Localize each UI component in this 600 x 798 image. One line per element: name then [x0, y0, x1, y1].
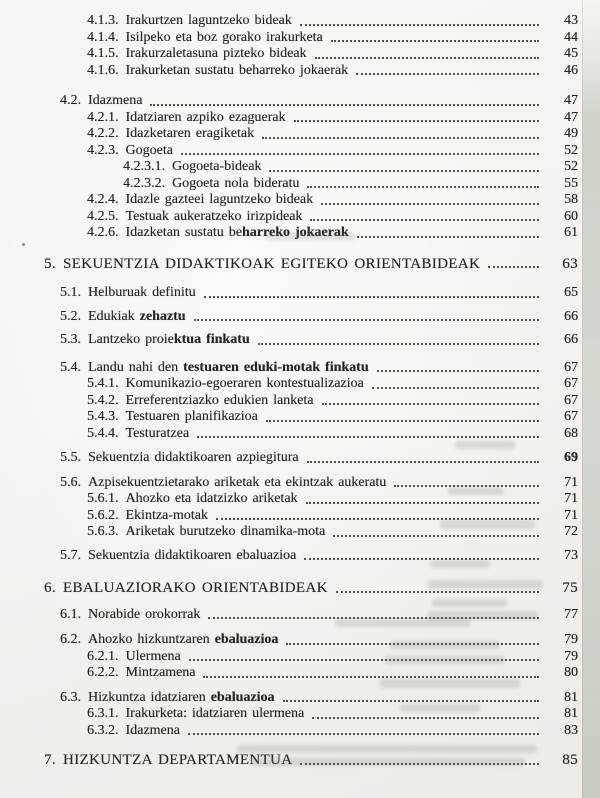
dot-leader	[299, 176, 542, 193]
toc-entry-page: 79	[564, 632, 578, 647]
dot-leader	[313, 192, 542, 209]
toc-entry-title: SEKUENTZIA DIDAKTIKOAK EGITEKO ORIENTABIDEAK	[62, 255, 481, 272]
dot-leader	[258, 409, 542, 426]
toc-entry-page: 81	[564, 689, 578, 705]
toc-entry-page: 46	[564, 62, 578, 78]
toc-entry-number: 5.2.	[60, 308, 81, 324]
toc-entry-title: Irakurzaletasuna pizteko bideak	[125, 46, 307, 61]
bleedthrough-smudge	[390, 641, 500, 649]
toc-entry-title: EBALUAZIORAKO ORIENTABIDEAK	[62, 580, 328, 596]
dot-leader	[369, 360, 542, 377]
toc-entry-title: Gogoeta	[125, 142, 173, 158]
toc-entry-number: 5.4.	[60, 359, 81, 375]
bleedthrough-smudge	[400, 704, 480, 712]
toc-entry-number: 4.2.3.1.	[123, 159, 165, 174]
toc-entry-title: Testuaren planifikazioa	[125, 409, 258, 424]
toc-entry-title: Idatziaren azpiko ezaguerak	[125, 109, 286, 125]
toc-entry-page: 45	[564, 46, 578, 61]
bleedthrough-smudge	[432, 599, 507, 607]
toc-entry	[0, 30, 578, 47]
bleedthrough-smudge	[440, 520, 535, 529]
toc-entry-title: Idazketan sustatu beharreko jokaerak	[125, 225, 349, 240]
toc-entry	[0, 143, 578, 160]
toc-entry	[0, 192, 578, 209]
toc-entry	[0, 159, 578, 176]
dot-leader	[142, 93, 542, 110]
toc-entry-title: Helburuak definitu	[88, 285, 196, 300]
toc-entry-number: 6.3.	[60, 689, 81, 705]
toc-entry-title: Azpisekuentzietarako ariketak eta ekintzak aukeratu	[88, 474, 387, 490]
toc-entry	[0, 46, 578, 63]
toc-entry-number: 5.3.	[60, 332, 81, 347]
toc-entry-title: Isilpeko eta boz gorako irakurketa	[125, 29, 323, 45]
toc-entry-number: 4.2.6.	[87, 225, 119, 240]
bleedthrough-smudge	[265, 233, 355, 240]
toc-entry-number: 4.2.3.	[87, 142, 119, 158]
dot-leader	[286, 110, 542, 127]
toc-entry-number: 5.6.2.	[87, 507, 119, 523]
bleedthrough-smudge	[430, 560, 490, 568]
dot-leader	[348, 63, 542, 80]
dot-leader	[314, 393, 542, 410]
toc-entry-number: 4.2.2.	[87, 126, 119, 141]
toc-entry-page: 67	[564, 359, 578, 375]
toc-entry-number: 5.7.	[60, 547, 81, 563]
toc-entry-title: Landu nahi den testuaren eduki-motak finkatu	[88, 359, 369, 375]
toc-entry-page: 43	[564, 13, 578, 28]
toc-entry-number: 5.6.1.	[87, 491, 119, 506]
toc-entry-page: 85	[562, 752, 578, 768]
toc-entry-page: 79	[564, 648, 578, 664]
toc-entry	[0, 360, 578, 377]
toc-entry-page: 60	[564, 208, 578, 224]
toc-entry-number: 4.2.3.2.	[123, 175, 165, 191]
bleedthrough-smudge	[250, 758, 525, 766]
toc-entry-number: 6.3.1.	[87, 706, 119, 721]
toc-entry-page: 44	[564, 29, 578, 45]
toc-entry-title: Testuratzea	[125, 425, 190, 441]
toc-entry-page: 72	[564, 524, 578, 539]
toc-entry-title: Hizkuntza idatziaren ebaluazioa	[88, 689, 275, 705]
page-edge-shadow	[582, 0, 600, 798]
dot-leader	[307, 46, 542, 63]
dot-leader	[196, 285, 542, 302]
toc-entry-page: 66	[564, 332, 578, 347]
toc-entry-number: 5.4.2.	[87, 392, 119, 408]
toc-entry-title: Norabide orokorrak	[88, 606, 201, 622]
toc-entry-number: 4.2.	[60, 93, 81, 108]
toc-entry-number: 4.2.5.	[87, 208, 119, 224]
toc-entry-title: Irakurtzen laguntzeko bideak	[125, 13, 292, 28]
toc-entry-title: Edukiak zehaztu	[88, 308, 186, 324]
toc-entry-title: HIZKUNTZA DEPARTAMENTUA	[62, 752, 293, 768]
toc-entry-page: 77	[564, 606, 578, 622]
toc-entry-page: 80	[564, 665, 578, 680]
bleedthrough-smudge	[448, 487, 503, 495]
toc-entry-title: Ulermena	[125, 648, 181, 664]
toc-entry-page: 67	[564, 409, 578, 424]
toc-entry	[0, 93, 578, 110]
toc-entry-page: 71	[564, 491, 578, 506]
dot-leader	[299, 450, 542, 467]
toc-entry-title: Sekuentzia didaktikoaren ebaluazioa	[88, 547, 297, 563]
dot-leader	[349, 225, 542, 242]
toc-entry-title: Gogoeta-bideak	[172, 159, 262, 174]
toc-entry-title: Ahozko hizkuntzaren ebaluazioa	[88, 632, 279, 647]
toc-entry	[0, 426, 578, 443]
dot-leader	[186, 309, 542, 326]
toc-entry-number: 4.2.1.	[87, 109, 119, 125]
toc-entry-page: 71	[564, 507, 578, 523]
bleedthrough-smudge	[428, 580, 543, 589]
toc-entry-page: 58	[564, 192, 578, 207]
toc-entry-title: Idazmena	[125, 722, 180, 738]
toc-entry-title: Erreferentziazko edukien lanketa	[125, 392, 314, 408]
dot-leader	[323, 30, 542, 47]
toc-entry-number: 6.1.	[60, 606, 81, 622]
toc-entry-title: Mintzamena	[125, 665, 196, 680]
dot-leader	[261, 159, 542, 176]
toc-entry-number: 4.2.4.	[87, 192, 119, 207]
toc-entry	[0, 13, 578, 30]
toc-entry-title: Idazle gazteei laguntzeko bideak	[125, 192, 314, 207]
toc-entry-number: 6.2.	[60, 632, 81, 647]
dot-leader	[480, 256, 542, 273]
toc-entry-title: Idazketaren eragiketak	[125, 126, 255, 141]
toc-entry-title: Idazmena	[88, 93, 143, 108]
toc-entry-page: 83	[564, 722, 578, 738]
toc-entry-page: 66	[564, 308, 578, 324]
toc-entry-number: 5.4.4.	[87, 425, 119, 441]
toc-entry	[0, 450, 578, 467]
dot-leader	[298, 491, 542, 508]
toc-entry-number: 6.2.2.	[87, 665, 119, 680]
toc-entry-number: 4.1.5.	[87, 46, 119, 61]
toc-entry-number: 7.	[44, 752, 56, 768]
toc-entry	[0, 309, 578, 326]
toc-entry-page: 52	[564, 142, 578, 158]
toc-entry	[0, 332, 578, 349]
toc-entry-page: 75	[562, 580, 578, 596]
toc-entry-title: Ahozko eta idatzizko ariketak	[125, 491, 298, 506]
toc-entry-number: 5.1.	[60, 285, 81, 300]
toc-entry-page: 49	[564, 126, 578, 141]
toc-entry-page: 81	[564, 706, 578, 721]
toc-entry-page: 61	[564, 225, 578, 240]
toc-entry	[0, 376, 578, 393]
toc-entry-number: 4.1.3.	[87, 13, 119, 28]
toc-entry-page: 67	[564, 392, 578, 408]
toc-entry	[0, 63, 578, 80]
bleedthrough-smudge	[455, 441, 515, 449]
toc-entry-number: 5.6.3.	[87, 524, 119, 539]
dot-leader	[364, 376, 542, 393]
toc-entry-title: Ariketak burutzeko dinamika-mota	[125, 524, 326, 539]
dot-leader	[296, 548, 542, 565]
toc-entry-number: 4.1.4.	[87, 29, 119, 45]
toc-entry-page: 68	[564, 425, 578, 441]
toc-entry	[0, 706, 578, 723]
toc-entry-title: Irakurketan sustatu beharreko jokaerak	[125, 62, 349, 78]
toc-entry-number: 4.1.6.	[87, 62, 119, 78]
toc-entry-page: 69	[564, 450, 578, 465]
toc-entry	[0, 209, 578, 226]
toc-entry-page: 73	[564, 547, 578, 563]
dot-leader	[292, 13, 542, 30]
toc-entry-page: 52	[564, 159, 578, 174]
toc-entry	[0, 256, 578, 273]
dot-leader	[189, 426, 542, 443]
toc-entry-title: Gogoeta nola bideratu	[172, 175, 300, 191]
toc-entry-page: 65	[564, 285, 578, 300]
toc-entry-title: Ekintza-motak	[125, 507, 208, 523]
toc-entry-number: 6.	[44, 580, 56, 596]
bleedthrough-smudge	[385, 656, 505, 664]
toc-entry	[0, 690, 578, 707]
toc-entry	[0, 393, 578, 410]
toc-entry-number: 5.4.1.	[87, 376, 119, 391]
toc-entry	[0, 176, 578, 193]
bleedthrough-smudge	[380, 679, 520, 688]
toc-entry	[0, 723, 578, 740]
toc-entry-title: Komunikazio-egoeraren kontestualizazioa	[125, 376, 364, 391]
toc-entry	[0, 110, 578, 127]
toc-entry-title: Lantzeko proiektua finkatu	[88, 332, 250, 347]
toc-entry-page: 71	[564, 474, 578, 490]
toc-entry	[0, 409, 578, 426]
dot-leader	[250, 332, 542, 349]
toc-entry-title: Irakurketa: idatziaren ulermena	[125, 706, 305, 721]
toc-entry-number: 6.3.2.	[87, 722, 119, 738]
scan-speck	[22, 243, 25, 246]
toc-entry-page: 55	[564, 175, 578, 191]
toc-entry-title: Sekuentzia didaktikoaren azpiegitura	[88, 450, 299, 465]
toc-entry-number: 6.2.1.	[87, 648, 119, 664]
toc-entry-page: 67	[564, 376, 578, 391]
bleedthrough-smudge	[237, 745, 537, 753]
toc-entry-page: 47	[564, 93, 578, 108]
toc-entry	[0, 285, 578, 302]
toc-entry-page: 47	[564, 109, 578, 125]
dot-leader	[180, 723, 542, 740]
toc-entry-number: 5.5.	[60, 450, 81, 465]
toc-entry-page: 63	[562, 255, 578, 272]
toc-entry	[0, 126, 578, 143]
dot-leader	[254, 126, 542, 143]
toc-entry-number: 5.	[44, 255, 56, 272]
bleedthrough-smudge	[335, 619, 470, 627]
toc-entry-number: 5.6.	[60, 474, 81, 490]
dot-leader	[173, 143, 542, 160]
toc-entry	[0, 548, 578, 565]
dot-leader	[302, 209, 542, 226]
toc-entry-number: 5.4.3.	[87, 409, 119, 424]
toc-entry-title: Testuak aukeratzeko irizpideak	[125, 208, 303, 224]
